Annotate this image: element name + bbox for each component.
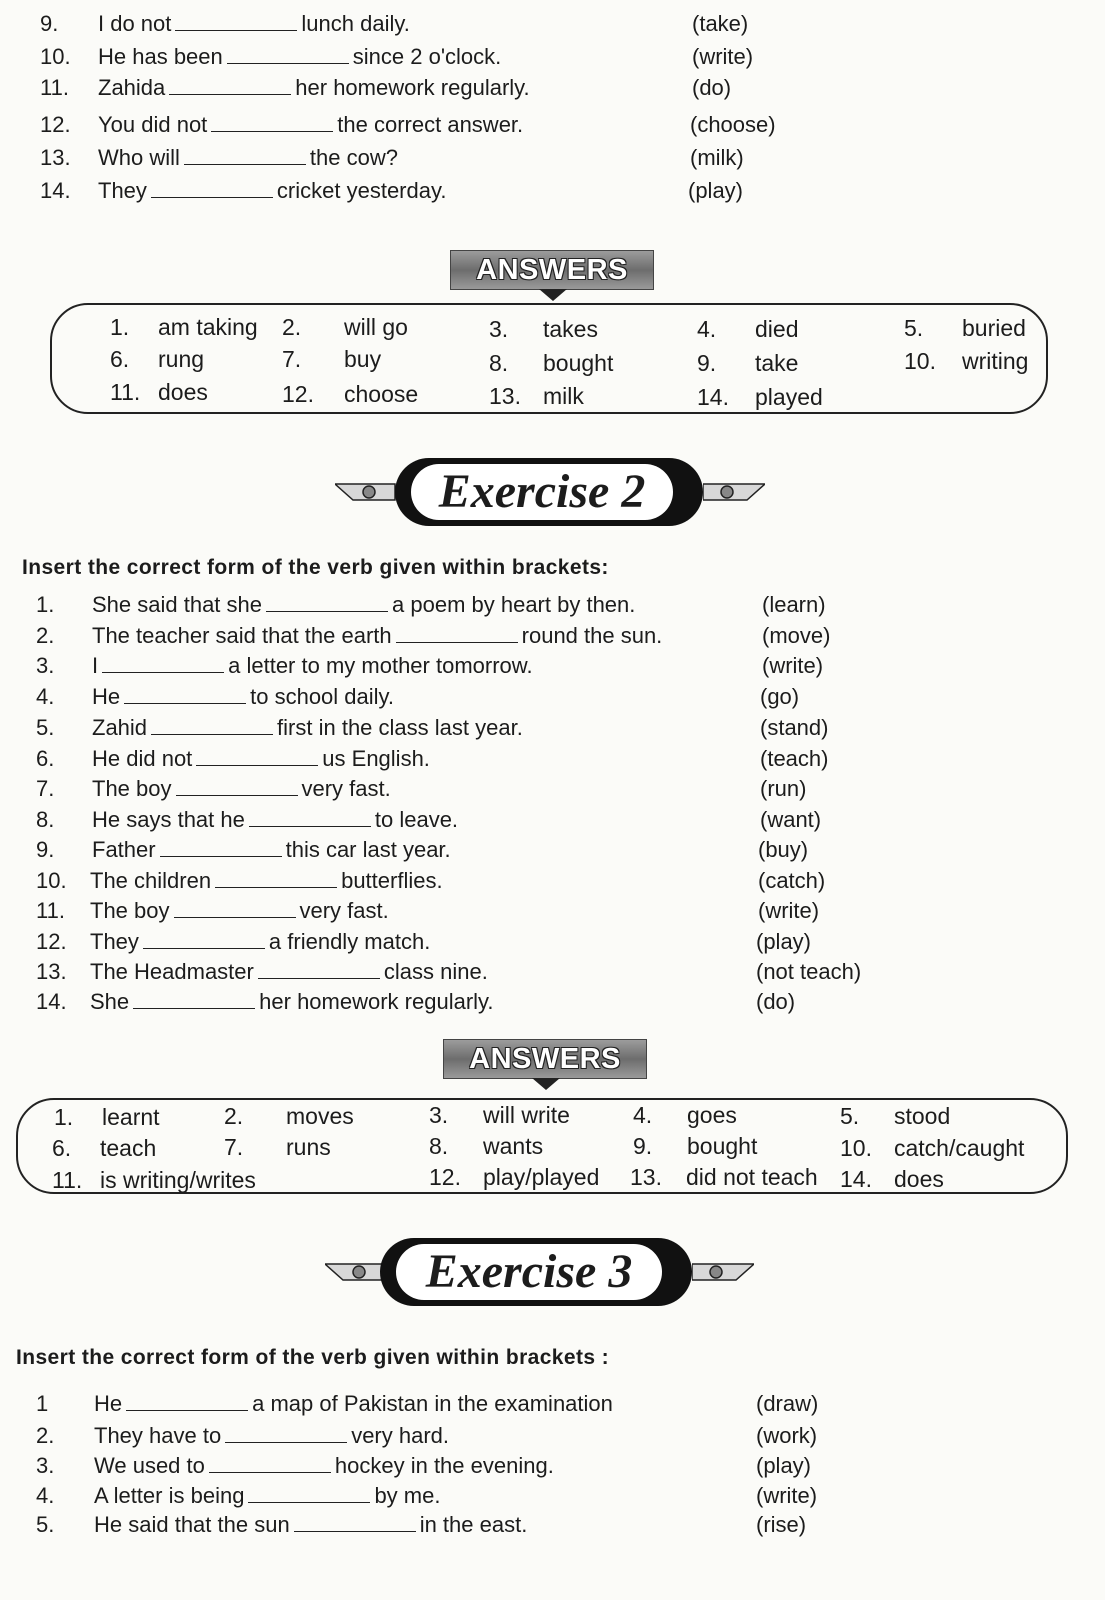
sentence-end: round the sun.: [521, 623, 663, 648]
verb-hint: (choose): [690, 112, 776, 137]
list-item: [36, 621, 856, 651]
sentence-start: She: [90, 989, 130, 1014]
sentence-end: us English.: [322, 746, 430, 771]
answer-blank: [175, 10, 297, 31]
verb-hint: (draw): [756, 1391, 819, 1416]
answer-blank: [266, 591, 388, 612]
verb-hint: (play): [756, 929, 812, 954]
sentence-start: He has been: [98, 44, 223, 69]
item-number: 14.: [40, 178, 71, 203]
answers-badge: ANSWERS: [450, 250, 654, 290]
answer-blank: [209, 1452, 331, 1473]
answer-blank: [225, 1422, 347, 1443]
sentence-end: lunch daily.: [301, 11, 410, 36]
sentence-start: The boy: [92, 776, 172, 801]
item-number: 11.: [40, 75, 69, 100]
answer-blank: [294, 1511, 416, 1532]
sentence-end: a poem by heart by then.: [392, 592, 636, 617]
verb-hint: (take): [692, 11, 749, 36]
sentence-start: A letter is being: [94, 1483, 245, 1508]
verb-hint: (catch): [758, 868, 826, 893]
sentence-end: the cow?: [309, 145, 398, 170]
sentence-start: She said that she: [92, 592, 263, 617]
item-number: 13.: [36, 959, 67, 984]
list-item: [36, 835, 856, 865]
list-item: [36, 896, 856, 926]
verb-hint: (buy): [758, 837, 809, 862]
sentence-start: The Headmaster: [90, 959, 254, 984]
item-number: 1: [36, 1391, 49, 1416]
item-number: 12.: [40, 112, 71, 137]
verb-hint: (play): [756, 1453, 812, 1478]
list-item: [40, 42, 800, 72]
sentence-start: I do not: [98, 11, 172, 36]
list-item: [36, 1421, 856, 1451]
item-number: 8.: [36, 807, 55, 832]
list-item: [40, 110, 800, 140]
item-number: 9.: [36, 837, 55, 862]
sentence-end: a letter to my mother tomorrow.: [228, 653, 533, 678]
answer-blank: [176, 775, 298, 796]
sentence-start: You did not: [98, 112, 208, 137]
sentence-end: her homework regularly.: [259, 989, 494, 1014]
sentence-end: by me.: [374, 1483, 441, 1508]
answer-blank: [215, 867, 337, 888]
answers-box: 1. learnt 2. moves 3. will write 4. goes 5. stood 6. teach 7. runs 8. wants 9. bought 10. catch/caught 11. is writing/writes 12. play/played 13. did not teach 14. does: [16, 1098, 1068, 1194]
sentence-start: He: [94, 1391, 123, 1416]
list-item: [40, 9, 800, 39]
sentence-start: Who will: [98, 145, 180, 170]
exercise-2-header: [335, 458, 765, 526]
answer-blank: [184, 144, 306, 165]
sentence-start: The boy: [90, 898, 170, 923]
verb-hint: (rise): [756, 1512, 807, 1537]
verb-hint: (go): [760, 684, 800, 709]
sentence-end: a friendly match.: [268, 929, 431, 954]
sentence-start: They: [98, 178, 147, 203]
sentence-end: this car last year.: [285, 837, 451, 862]
answer-blank: [211, 111, 333, 132]
list-item: [36, 805, 856, 835]
list-item: [40, 73, 800, 103]
answer-blank: [169, 74, 291, 95]
list-item: [36, 774, 856, 804]
sentence-start: Father: [92, 837, 156, 862]
verb-hint: (run): [760, 776, 807, 801]
item-number: 13.: [40, 145, 71, 170]
verb-hint: (move): [762, 623, 831, 648]
verb-hint: (write): [756, 1483, 818, 1508]
sentence-end: butterflies.: [341, 868, 443, 893]
item-number: 2.: [36, 1423, 55, 1448]
sentence-start: They have to: [94, 1423, 222, 1448]
verb-hint: (not teach): [756, 959, 862, 984]
item-number: 6.: [36, 746, 55, 771]
sentence-start: The children: [90, 868, 212, 893]
list-item: [36, 651, 856, 681]
sentence-end: since 2 o'clock.: [352, 44, 502, 69]
sentence-end: cricket yesterday.: [276, 178, 447, 203]
sentence-end: very fast.: [299, 898, 389, 923]
verb-hint: (work): [756, 1423, 818, 1448]
item-number: 10.: [36, 868, 67, 893]
exercise-3-header: [325, 1238, 755, 1306]
sentence-end: in the east.: [419, 1512, 528, 1537]
sentence-end: class nine.: [383, 959, 488, 984]
answer-blank: [174, 897, 296, 918]
exercise-3-instruction: Insert the correct form of the verb given within brackets :: [16, 1346, 610, 1369]
item-number: 2.: [36, 623, 55, 648]
sentence-end: very fast.: [301, 776, 391, 801]
sentence-start: He said that the sun: [94, 1512, 290, 1537]
item-number: 5.: [36, 1512, 55, 1537]
list-item: [40, 143, 800, 173]
item-number: 12.: [36, 929, 67, 954]
sentence-end: first in the class last year.: [277, 715, 523, 740]
sentence-end: to school daily.: [250, 684, 395, 709]
list-item: [36, 957, 876, 987]
answer-blank: [196, 745, 318, 766]
list-item: [36, 866, 856, 896]
list-item: [36, 1481, 856, 1511]
answer-blank: [160, 836, 282, 857]
sentence-start: Zahida: [98, 75, 166, 100]
answer-blank: [227, 43, 349, 64]
list-item: [36, 1451, 856, 1481]
list-item: [40, 176, 800, 206]
answer-blank: [133, 988, 255, 1009]
sentence-start: He says that he: [92, 807, 245, 832]
answer-blank: [143, 928, 265, 949]
sentence-start: He: [92, 684, 121, 709]
item-number: 1.: [36, 592, 55, 617]
answer-blank: [396, 622, 518, 643]
answer-blank: [258, 958, 380, 979]
answers-badge: ANSWERS: [443, 1039, 647, 1079]
verb-hint: (write): [692, 44, 754, 69]
item-number: 4.: [36, 1483, 55, 1508]
list-item: [36, 744, 856, 774]
verb-hint: (do): [692, 75, 732, 100]
list-item: [36, 713, 856, 743]
item-number: 5.: [36, 715, 55, 740]
answer-blank: [249, 806, 371, 827]
sentence-start: Zahid: [92, 715, 148, 740]
sentence-end: hockey in the evening.: [334, 1453, 554, 1478]
verb-hint: (play): [688, 178, 744, 203]
item-number: 14.: [36, 989, 67, 1014]
sentence-start: The teacher said that the earth: [92, 623, 392, 648]
verb-hint: (milk): [690, 145, 744, 170]
sentence-end: the correct answer.: [337, 112, 524, 137]
right-ornament-icon: [692, 1258, 754, 1286]
list-item: [36, 987, 856, 1017]
item-number: 11.: [36, 898, 65, 923]
answer-blank: [151, 714, 273, 735]
verb-hint: (teach): [760, 746, 829, 771]
sentence-start: I: [92, 653, 99, 678]
exercise-title: Exercise 2: [411, 464, 673, 520]
verb-hint: (write): [758, 898, 820, 923]
exercise-title: Exercise 3: [396, 1244, 662, 1300]
answer-blank: [124, 683, 246, 704]
answer-blank: [151, 177, 273, 198]
item-number: 7.: [36, 776, 55, 801]
answer-blank: [248, 1482, 370, 1503]
item-number: 9.: [40, 11, 59, 36]
verb-hint: (do): [756, 989, 796, 1014]
sentence-end: her homework regularly.: [295, 75, 530, 100]
list-item: [36, 927, 856, 957]
answers-box: 1. am taking 2. will go 3. takes 4. died 5. buried 6. rung 7. buy 8. bought 9. take 10. writing 11. does 12. choose 13. milk 14. played: [50, 303, 1048, 414]
verb-hint: (learn): [762, 592, 826, 617]
sentence-end: a map of Pakistan in the examination: [252, 1391, 613, 1416]
verb-hint: (want): [760, 807, 822, 832]
verb-hint: (stand): [760, 715, 829, 740]
item-number: 10.: [40, 44, 71, 69]
sentence-end: to leave.: [374, 807, 459, 832]
item-number: 3.: [36, 653, 55, 678]
item-number: 3.: [36, 1453, 55, 1478]
verb-hint: (write): [762, 653, 824, 678]
sentence-end: very hard.: [351, 1423, 450, 1448]
sentence-start: We used to: [94, 1453, 205, 1478]
item-number: 4.: [36, 684, 55, 709]
list-item: [36, 1510, 856, 1540]
answer-blank: [126, 1390, 248, 1411]
sentence-start: They: [90, 929, 139, 954]
exercise-2-instruction: Insert the correct form of the verb given within brackets:: [22, 556, 609, 579]
answer-blank: [102, 652, 224, 673]
right-ornament-icon: [703, 478, 765, 506]
list-item: [36, 682, 856, 712]
sentence-start: He did not: [92, 746, 193, 771]
list-item: [36, 590, 856, 620]
list-item: [36, 1389, 856, 1419]
